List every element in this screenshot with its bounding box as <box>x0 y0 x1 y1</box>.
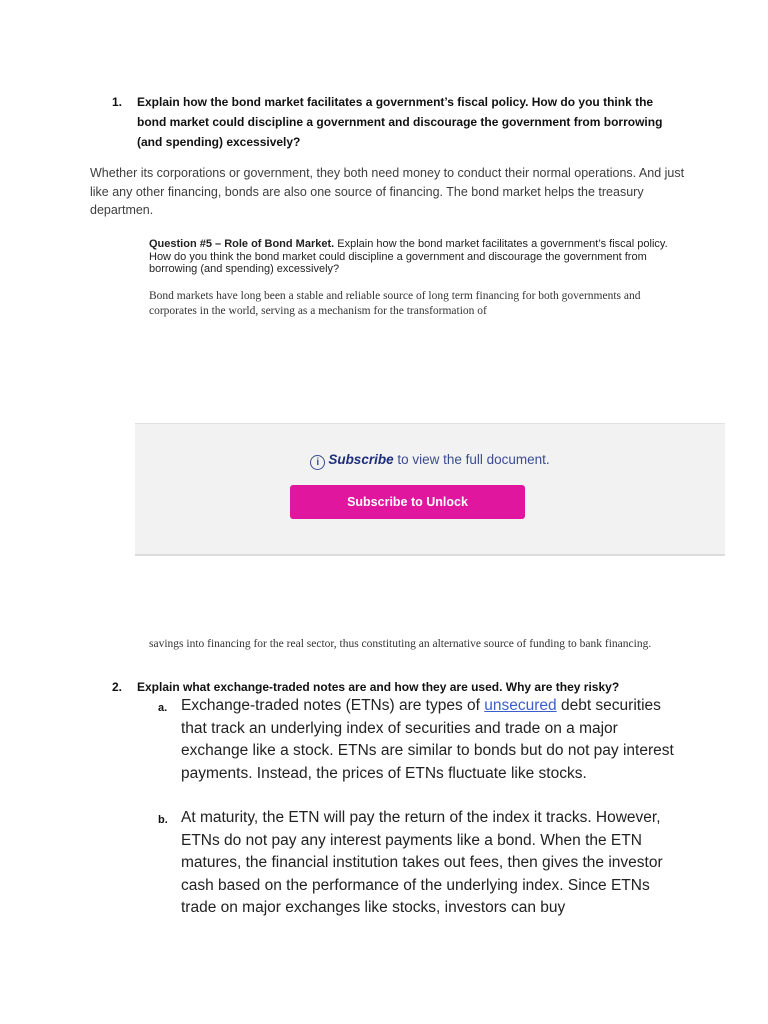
item-a-letter: a. <box>158 702 168 714</box>
item-b-text: At maturity, the ETN will pay the return of the index it tracks. However, ETNs do not pay any interest payments like a bond. When the ETN matures, the financial institution takes out fees, then gives the investor cash based on the performance of the underlying index. Since ETNs trade on major exchanges like stocks, investors can buy <box>181 809 663 916</box>
info-icon: i <box>310 455 325 470</box>
question-2-number: 2. <box>112 680 123 694</box>
snippet-question <box>149 238 669 276</box>
paywall-banner <box>135 423 725 556</box>
subscribe-emphasis[interactable]: Subscribe <box>328 452 394 467</box>
subscribe-notice <box>135 452 725 470</box>
item-a-text-before: Exchange-traded notes (ETNs) are types of <box>181 697 485 714</box>
question-1-text: Explain how the bond market facilitates a government’s fiscal policy. How do you think the bond market could discipline a government and discourage the government from borrowing (and spending) excessively? <box>137 95 663 149</box>
snippet-answer-start: Bond markets have long been a stable and reliable source of long term financing for both governments and corporates in the world, serving as a mechanism for the transformation of <box>149 290 641 317</box>
snippet-question-body: Explain how the bond market facilitates a government’s fiscal policy. How do you think the bond market could discipline a government and discourage the government from borrowing (and spending) excessively? <box>149 238 668 275</box>
answer-1-text: Whether its corporations or government, they both need money to conduct their normal operations. And just like any other financing, bonds are also one source of financing. The bond market helps the treasury departmen. <box>90 166 685 217</box>
snippet-question-label: Question #5 – Role of Bond Market. <box>149 238 335 250</box>
unsecured-link[interactable]: unsecured <box>484 697 557 714</box>
snippet-answer-end: savings into financing for the real sector, thus constituting an alternative source of funding to bank financing. <box>149 638 652 650</box>
subscribe-message: to view the full document. <box>393 452 550 467</box>
item-a-text-after: debt securities that track an underlying index of securities and trade on a major exchange like a stock. ETNs are similar to bonds but do not pay interest payments. Instead, the prices of ETNs fluctuate like stocks. <box>181 697 674 782</box>
item-a-text <box>181 695 681 785</box>
question-1-number: 1. <box>112 95 123 109</box>
question-2-text: Explain what exchange-traded notes are and how they are used. Why are they risky? <box>137 680 620 694</box>
subscribe-to-unlock-button[interactable]: Subscribe to Unlock <box>290 485 525 519</box>
item-b-letter: b. <box>158 814 168 826</box>
